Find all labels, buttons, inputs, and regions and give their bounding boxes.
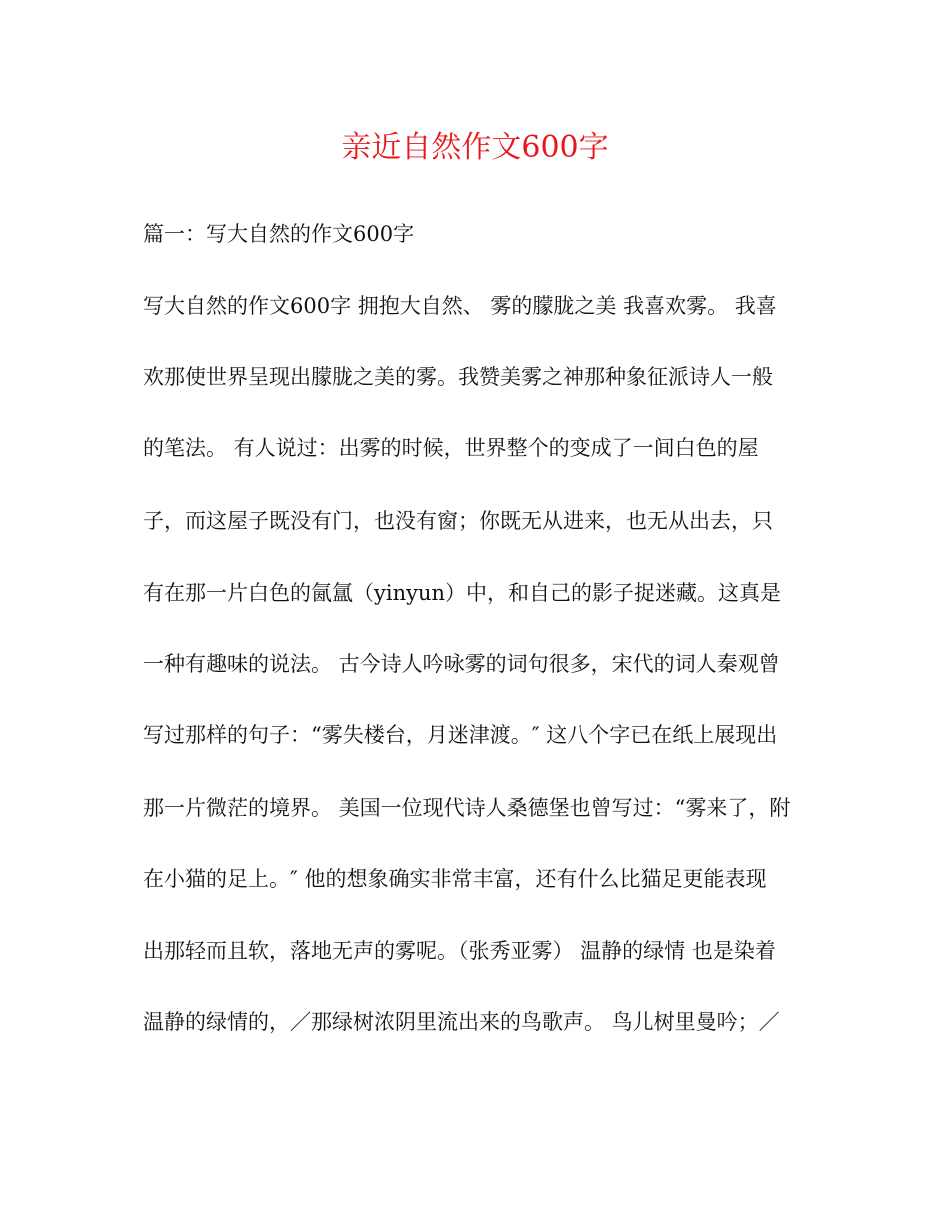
body-line: 在小猫的足上。″ 他的想象确实非常丰富，还有什么比猫足更能表现 (143, 867, 767, 891)
body-line: 温静的绿情的，／那绿树浓阴里流出来的鸟歌声。 鸟儿树里曼吟；／ (143, 1010, 780, 1034)
document-title: 亲近自然作文600字 (341, 130, 609, 165)
section-heading: 篇一：写大自然的作文600字 (143, 222, 415, 246)
body-line: 的笔法。 有人说过：出雾的时候，世界整个的变成了一间白色的屋 (143, 436, 759, 460)
body-line: 写过那样的句子：“雾失楼台，月迷津渡。″ 这八个字已在纸上展现出 (143, 723, 778, 747)
body-line: 有在那一片白色的氤氲（yinyun）中，和自己的影子捉迷藏。这真是 (143, 581, 782, 605)
body-line: 那一片微茫的境界。 美国一位现代诗人桑德堡也曾写过：“雾来了，附 (143, 796, 791, 820)
body-line: 欢那使世界呈现出朦胧之美的雾。我赞美雾之神那种象征派诗人一般 (143, 365, 773, 389)
body-line: 出那轻而且软，落地无声的雾呢。（张秀亚雾） 温静的绿情 也是染着 (143, 939, 776, 963)
body-line: 一种有趣味的说法。 古今诗人吟咏雾的词句很多，宋代的词人秦观曾 (143, 652, 780, 676)
body-line: 子，而这屋子既没有门，也没有窗；你既无从进来，也无从出去，只 (143, 509, 773, 533)
body-line: 写大自然的作文600字 拥抱大自然、 雾的朦胧之美 我喜欢雾。 我喜 (143, 294, 777, 318)
